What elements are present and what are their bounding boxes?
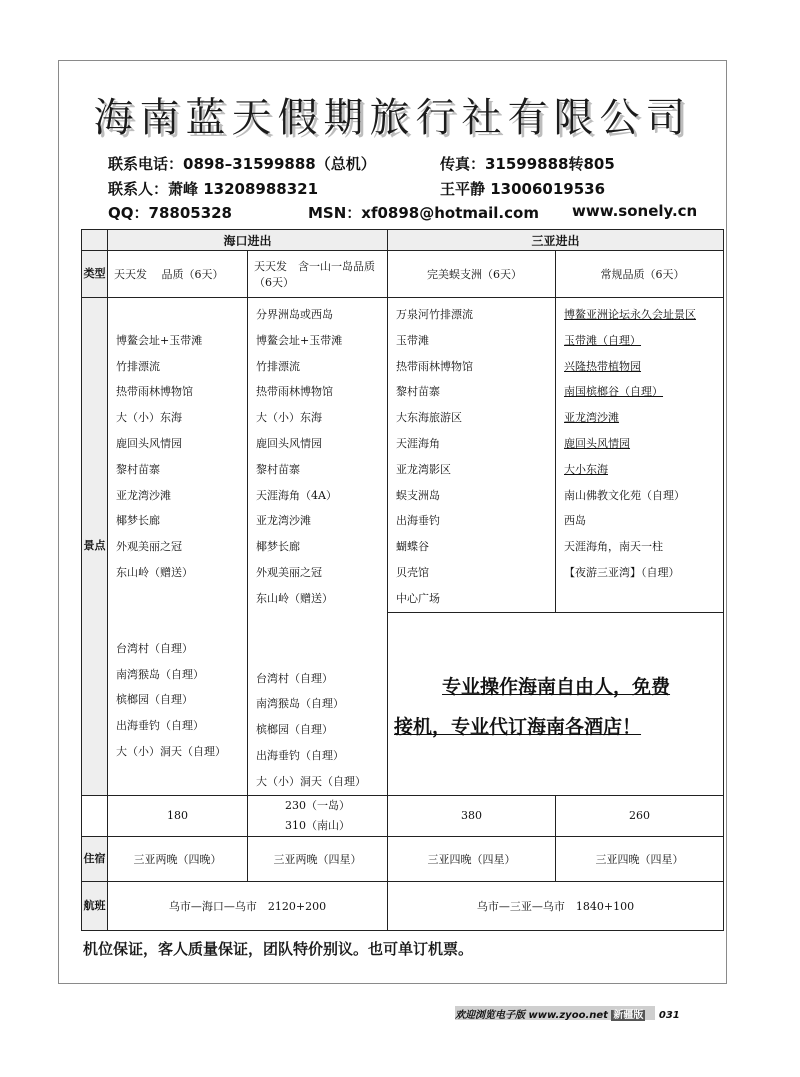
spot-item: 天涯海角（4A） xyxy=(256,488,337,502)
spot-item: 热带雨林博物馆 xyxy=(116,385,193,399)
spot-item: 出海垂钓（自理） xyxy=(116,719,204,733)
spot-item: 槟榔园（自理） xyxy=(256,723,333,737)
footer-site-link[interactable]: www.zyoo.net xyxy=(528,1010,608,1021)
type-label: 类型 xyxy=(82,251,108,298)
spot-item: 东山岭（赠送） xyxy=(256,591,333,605)
spot-item: 台湾村（自理） xyxy=(256,671,333,685)
spot-item: 大（小）东海 xyxy=(256,411,322,425)
hotel-col4: 三亚四晚（四星） xyxy=(556,836,724,881)
spot-item: 鹿回头风情园 xyxy=(564,436,631,450)
type-col1: 天天发 品质（6天） xyxy=(108,251,248,298)
col1-optional-list xyxy=(116,636,247,765)
col3-spot-list xyxy=(396,302,555,612)
hotel-col3: 三亚四晚（四星） xyxy=(388,836,556,881)
flight-haikou: 乌市—海口—乌市 2120+200 xyxy=(108,881,388,930)
hotel-label: 住宿 xyxy=(82,836,108,881)
corner-cell xyxy=(82,230,108,251)
contact-website: www.sonely.cn xyxy=(572,202,698,220)
spot-item: 兴隆热带植物园 xyxy=(564,359,642,373)
spot-item: 外观美丽之冠 xyxy=(256,565,322,579)
spot-item: 博鳌会址+玉带滩 xyxy=(256,333,343,347)
spot-item: 热带雨林博物馆 xyxy=(256,385,333,399)
spot-item: 蝴蝶谷 xyxy=(396,540,430,554)
spot-item: 万泉河竹排漂流 xyxy=(396,308,474,321)
spot-item: 天涯海角 xyxy=(396,436,441,450)
spot-item: 分界洲岛或西岛 xyxy=(256,308,333,321)
spot-item: 外观美丽之冠 xyxy=(116,540,182,554)
spot-item: 鹿回头风情园 xyxy=(116,436,182,450)
hotel-col2: 三亚两晚（四星） xyxy=(248,836,388,881)
hotel-col1: 三亚两晚（四晚） xyxy=(108,836,248,881)
price-col4: 260 xyxy=(556,795,724,836)
spot-item: 南山佛教文化苑（自理） xyxy=(564,488,686,502)
col1-spots xyxy=(108,298,248,796)
promo-text xyxy=(388,612,724,795)
spot-item: 中心广场 xyxy=(396,591,441,605)
price-col2-nanshan: 310（南山） xyxy=(285,818,350,832)
spot-item: 亚龙湾沙滩 xyxy=(564,411,620,425)
col2-optional-list xyxy=(256,666,387,795)
col2-spots xyxy=(248,298,388,796)
col4-spots xyxy=(556,298,724,613)
price-col2 xyxy=(248,795,388,836)
spot-item: 南国槟榔谷（自理） xyxy=(564,385,664,399)
spot-item: 大（小）洞天（自理） xyxy=(256,774,366,788)
contact-phone: 联系电话：0898–31599888（总机） xyxy=(108,155,376,173)
spot-item: 黎村苗寨 xyxy=(116,462,160,476)
spot-item: 椰梦长廊 xyxy=(256,540,300,554)
itinerary-table xyxy=(81,229,724,931)
region-sanya-header: 三亚进出 xyxy=(388,230,724,251)
footer-edition-tag: 新疆版 xyxy=(613,1010,644,1021)
flight-label: 航班 xyxy=(82,881,108,930)
spot-item: 出海垂钓 xyxy=(396,514,441,528)
spot-item: 槟榔园（自理） xyxy=(116,693,193,707)
spot-item: 【夜游三亚湾】（自理） xyxy=(564,565,680,579)
spot-item: 玉带滩（自理） xyxy=(564,333,642,347)
contact-fax: 传真：31599888转805 xyxy=(440,155,615,173)
spot-item: 天涯海角，南天一柱 xyxy=(564,540,664,554)
type-col3: 完美蜈支洲（6天） xyxy=(388,251,556,298)
spot-item: 蜈支洲岛 xyxy=(396,488,441,502)
spot-item: 东山岭（赠送） xyxy=(116,565,193,579)
price-col3: 380 xyxy=(388,795,556,836)
spot-item: 竹排漂流 xyxy=(116,359,160,373)
spot-item: 玉带滩 xyxy=(396,333,430,347)
spot-item: 大东海旅游区 xyxy=(396,411,463,425)
spot-item: 椰梦长廊 xyxy=(116,514,160,528)
page-number: 031 xyxy=(658,1010,680,1021)
page-footer-bar xyxy=(455,1006,683,1020)
contact-person-2: 王平静 13006019536 xyxy=(440,180,606,198)
spot-item: 博鳌亚洲论坛永久会址景区 xyxy=(564,308,697,321)
spot-item: 博鳌会址+玉带滩 xyxy=(116,333,203,347)
spot-item: 黎村苗寨 xyxy=(256,462,300,476)
spot-item: 南湾猴岛（自理） xyxy=(256,697,344,711)
spot-item: 亚龙湾沙滩 xyxy=(256,514,311,528)
region-haikou-header: 海口进出 xyxy=(108,230,388,251)
type-col4: 常规品质（6天） xyxy=(556,251,724,298)
contact-msn: MSN：xf0898@hotmail.com xyxy=(308,204,539,222)
contact-qq: QQ：78805328 xyxy=(108,204,232,222)
spots-label: 景点 xyxy=(82,298,108,796)
spot-item: 黎村苗寨 xyxy=(396,385,441,399)
spot-item: 南湾猴岛（自理） xyxy=(116,667,204,681)
col4-spot-list xyxy=(564,302,723,586)
promo-line-2: 接机，专业代订海南各酒店！ xyxy=(394,715,642,738)
price-col1: 180 xyxy=(108,795,248,836)
company-title: 海南蓝天假期旅行社有限公司 xyxy=(93,95,692,141)
spot-item: 大小东海 xyxy=(564,462,609,476)
col1-spot-list xyxy=(116,328,247,586)
col2-spot-list xyxy=(256,302,387,612)
spot-item: 贝壳馆 xyxy=(396,565,430,579)
flight-sanya: 乌市—三亚—乌市 1840+100 xyxy=(388,881,724,930)
spot-item: 大（小）洞天（自理） xyxy=(116,744,226,758)
promo-line-1: 专业操作海南自由人，免费 xyxy=(442,675,671,698)
type-col2: 天天发 含一山一岛品质（6天） xyxy=(248,251,388,298)
spot-item: 鹿回头风情园 xyxy=(256,436,322,450)
guarantee-line: 机位保证，客人质量保证，团队特价别议。也可单订机票。 xyxy=(83,940,474,958)
spot-item: 出海垂钓（自理） xyxy=(256,748,344,762)
spot-item: 台湾村（自理） xyxy=(116,641,193,655)
spot-item: 亚龙湾沙滩 xyxy=(116,488,171,502)
price-label xyxy=(82,795,108,836)
col3-spots xyxy=(388,298,556,613)
spot-item: 亚龙湾影区 xyxy=(396,462,452,476)
spot-item: 热带雨林博物馆 xyxy=(396,359,474,373)
price-col2-island: 230（一岛） xyxy=(285,798,350,812)
spot-item: 竹排漂流 xyxy=(256,359,300,373)
spot-item: 西岛 xyxy=(564,514,587,528)
footer-welcome-text: 欢迎浏览电子版 xyxy=(455,1010,525,1021)
spot-item: 大（小）东海 xyxy=(116,411,182,425)
contact-person-1: 联系人：萧峰 13208988321 xyxy=(108,180,319,198)
